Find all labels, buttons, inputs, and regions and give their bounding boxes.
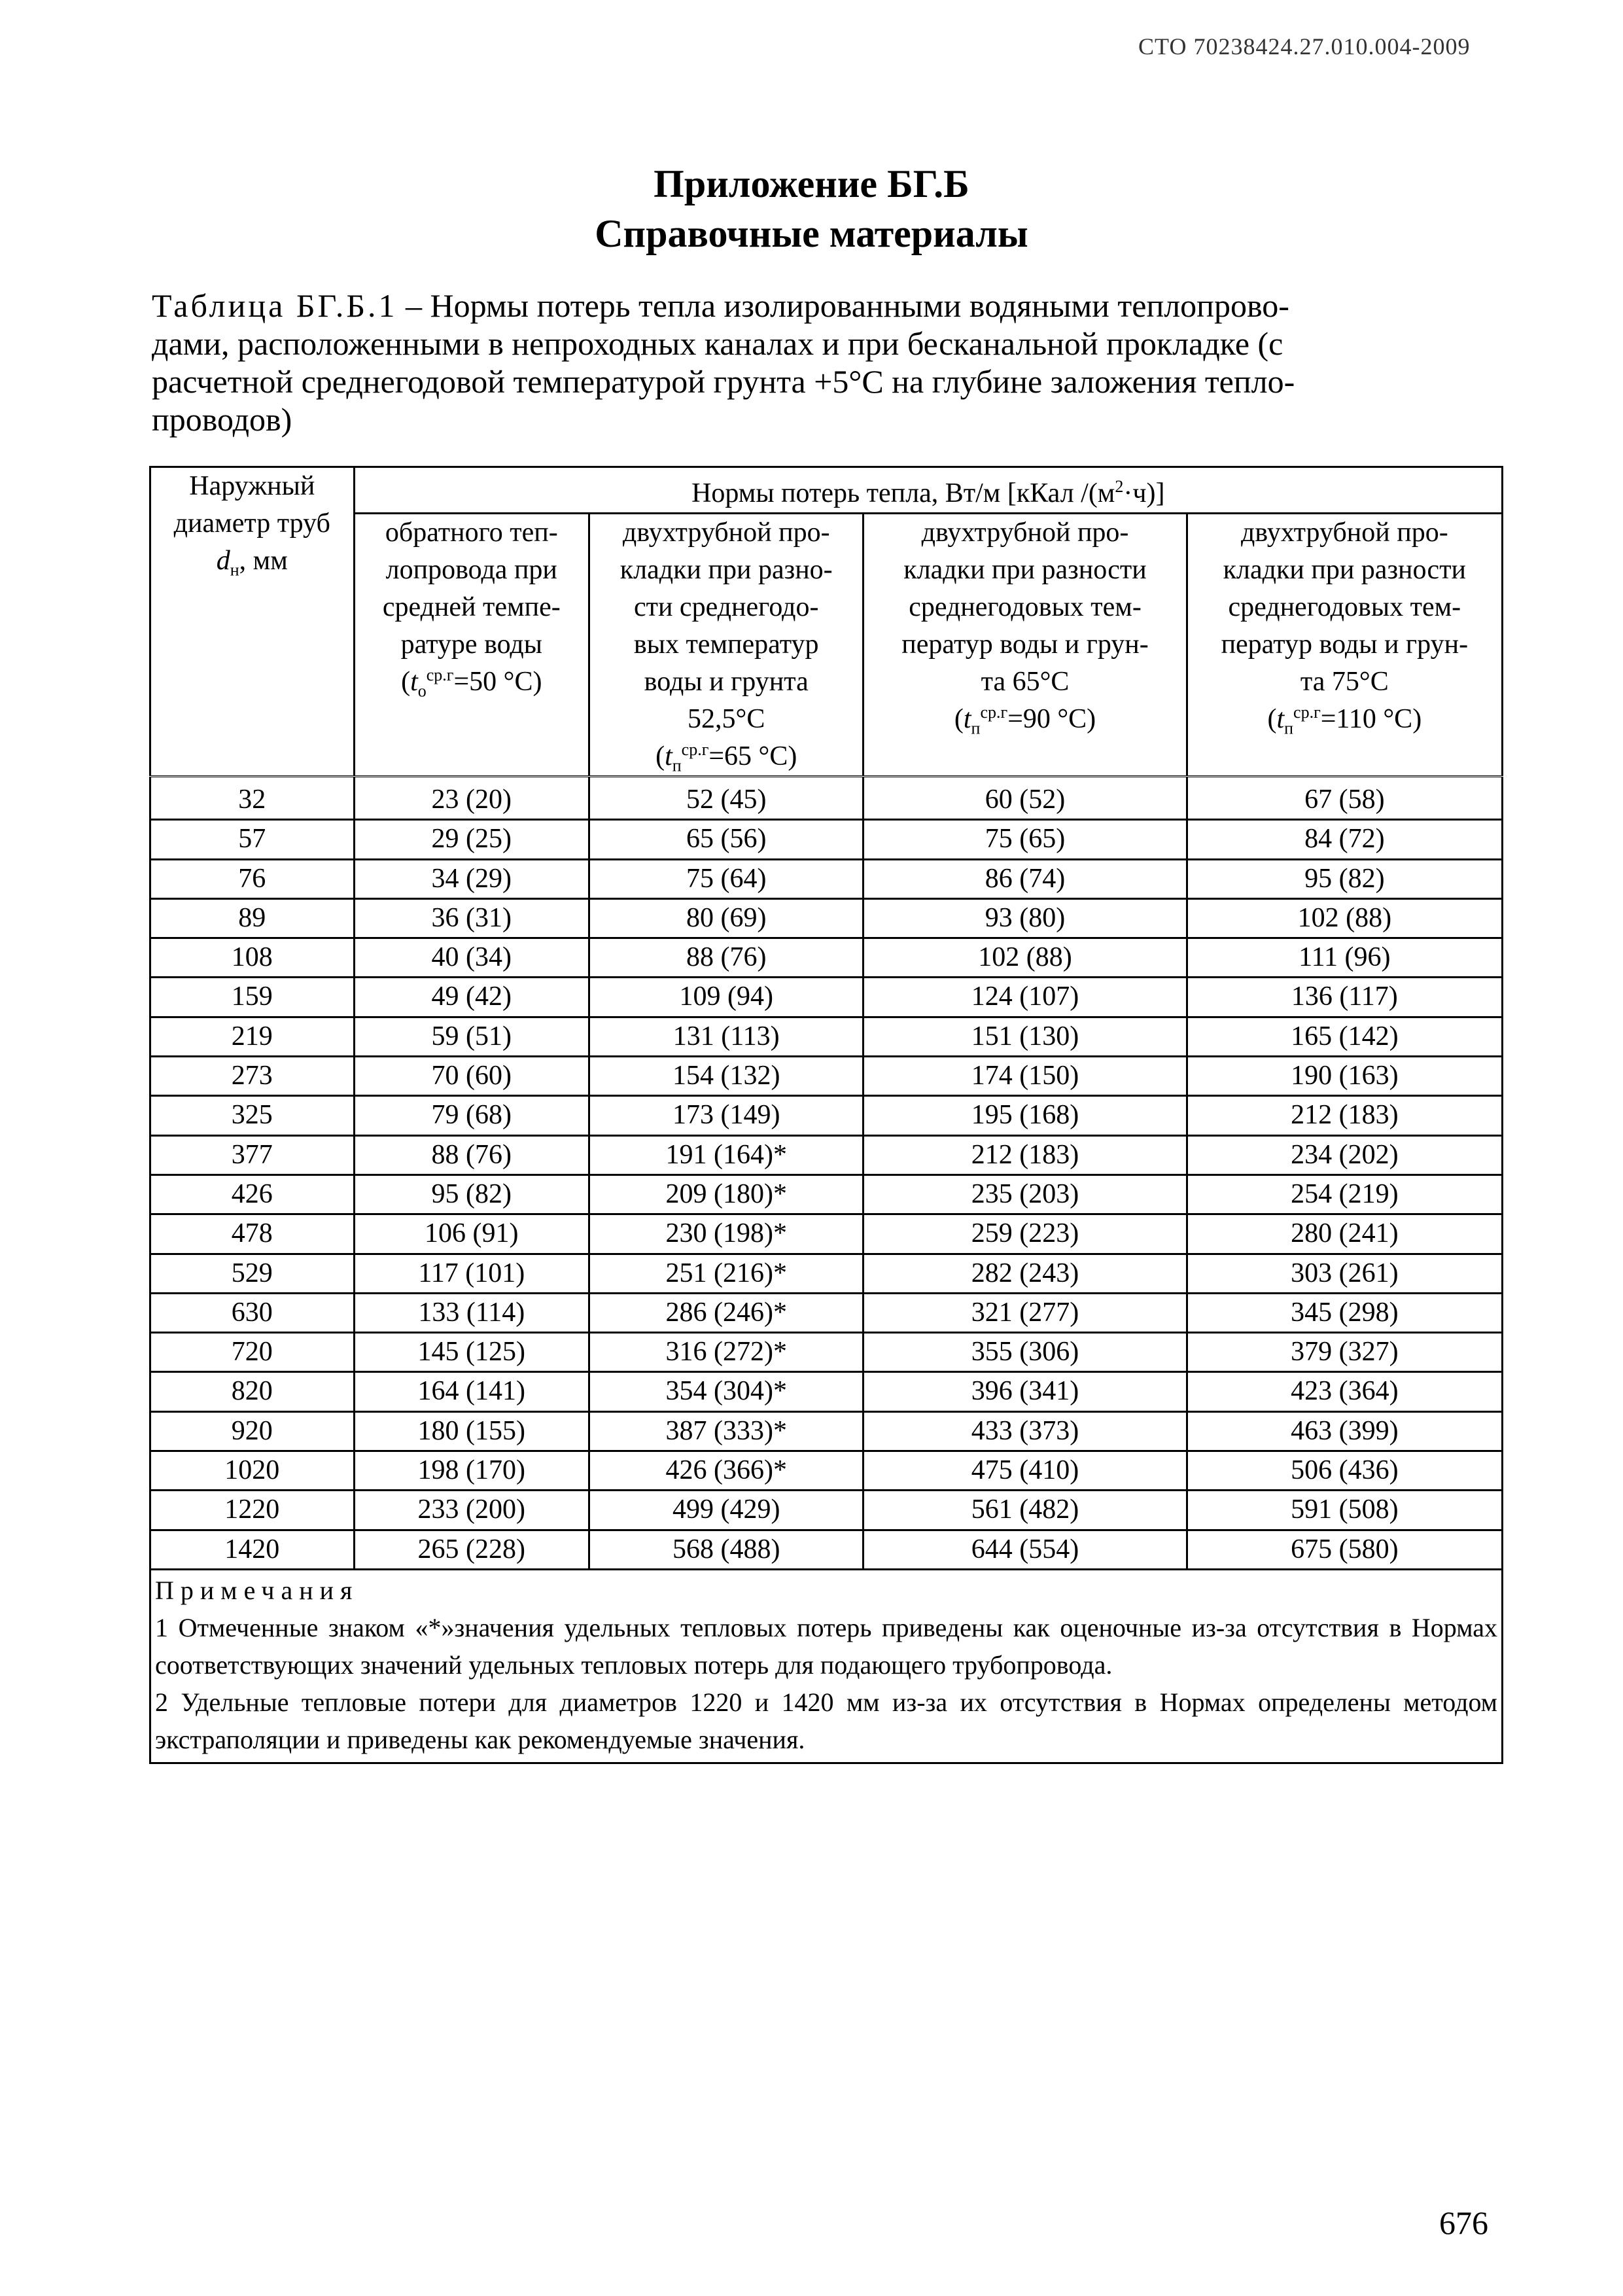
table-caption xyxy=(152,287,1506,438)
cell-value: 254 (219) xyxy=(1187,1174,1502,1214)
table-row xyxy=(150,1254,1503,1293)
header-col-temp xyxy=(1192,701,1497,738)
cell-value: 234 (202) xyxy=(1187,1135,1502,1174)
header-diameter-line-1: Наружный xyxy=(189,471,315,501)
cell-value: 95 (82) xyxy=(1187,859,1502,898)
cell-value: 165 (142) xyxy=(1187,1017,1502,1056)
header-col-two-pipe-52 xyxy=(589,514,864,777)
cell-value: 145 (125) xyxy=(354,1333,589,1372)
cell-diameter: 108 xyxy=(150,938,355,978)
header-col-line: ператур воды и грун- xyxy=(901,629,1149,660)
sym-open: ( xyxy=(655,741,665,771)
cell-value: 591 (508) xyxy=(1187,1491,1502,1530)
symbol-d-sub: н xyxy=(230,560,239,580)
group-header-suffix: ·ч)] xyxy=(1123,478,1165,508)
cell-value: 180 (155) xyxy=(354,1411,589,1451)
sym-sup: ср.г xyxy=(980,703,1008,722)
table-row xyxy=(150,1057,1503,1096)
cell-value: 265 (228) xyxy=(354,1530,589,1569)
cell-value: 345 (298) xyxy=(1187,1293,1502,1332)
caption-line-3: расчетной среднегодовой температурой грунта +5°С на глубине заложения тепло- xyxy=(152,363,1295,400)
cell-value: 60 (52) xyxy=(864,777,1187,820)
cell-value: 65 (56) xyxy=(589,820,864,859)
cell-value: 88 (76) xyxy=(354,1135,589,1174)
cell-value: 102 (88) xyxy=(864,938,1187,978)
cell-diameter: 1020 xyxy=(150,1451,355,1491)
cell-value: 426 (366)* xyxy=(589,1451,864,1491)
cell-value: 59 (51) xyxy=(354,1017,589,1056)
cell-value: 173 (149) xyxy=(589,1096,864,1135)
group-header-sup: 2 xyxy=(1115,477,1124,496)
caption-line-2: дами, расположенными в непроходных каналах и при бесканальной прокладке (с xyxy=(152,325,1283,362)
header-col-line: среднегодовых тем- xyxy=(909,592,1142,622)
cell-value: 423 (364) xyxy=(1187,1372,1502,1411)
cell-value: 52 (45) xyxy=(589,777,864,820)
cell-value: 675 (580) xyxy=(1187,1530,1502,1569)
document-code: СТО 70238424.27.010.004-2009 xyxy=(1138,33,1471,60)
note-2: 2 Удельные тепловые потери для диаметров 1220 и 1420 мм из-за их отсутствия в Нормах определены методом экстраполяции и приведены как рекомендуемые значения. xyxy=(155,1687,1497,1754)
header-col-two-pipe-65 xyxy=(864,514,1187,777)
header-group-norms xyxy=(354,467,1502,514)
table-body xyxy=(150,777,1503,1570)
cell-value: 190 (163) xyxy=(1187,1057,1502,1096)
cell-diameter: 32 xyxy=(150,777,355,820)
cell-value: 86 (74) xyxy=(864,859,1187,898)
cell-value: 354 (304)* xyxy=(589,1372,864,1411)
cell-diameter: 529 xyxy=(150,1254,355,1293)
table-row xyxy=(150,938,1503,978)
cell-value: 463 (399) xyxy=(1187,1411,1502,1451)
sym-open: ( xyxy=(1267,704,1277,734)
table-row xyxy=(150,1451,1503,1491)
cell-value: 195 (168) xyxy=(864,1096,1187,1135)
header-col-line: ператур воды и грун- xyxy=(1221,629,1469,660)
cell-value: 355 (306) xyxy=(864,1333,1187,1372)
cell-value: 212 (183) xyxy=(864,1135,1187,1174)
cell-value: 286 (246)* xyxy=(589,1293,864,1332)
table-row xyxy=(150,1135,1503,1174)
appendix-line-2: Справочные материалы xyxy=(595,212,1028,255)
cell-value: 75 (65) xyxy=(864,820,1187,859)
sym-sup: ср.г xyxy=(681,740,709,759)
cell-value: 387 (333)* xyxy=(589,1411,864,1451)
cell-diameter: 1420 xyxy=(150,1530,355,1569)
cell-value: 212 (183) xyxy=(1187,1096,1502,1135)
table-row xyxy=(150,1017,1503,1056)
header-col-line: двухтрубной про- xyxy=(1240,518,1448,548)
sym-sub: п xyxy=(971,718,981,738)
cell-value: 109 (94) xyxy=(589,978,864,1017)
cell-value: 40 (34) xyxy=(354,938,589,978)
header-col-line: кладки при разности xyxy=(1223,555,1467,585)
header-col-line: двухтрубной про- xyxy=(622,518,830,548)
cell-value: 235 (203) xyxy=(864,1174,1187,1214)
cell-value: 136 (117) xyxy=(1187,978,1502,1017)
cell-value: 133 (114) xyxy=(354,1293,589,1332)
page-number: 676 xyxy=(1439,2204,1488,2241)
sym-sub: о xyxy=(417,681,427,701)
header-col-line: вых температур xyxy=(633,629,819,660)
symbol-d: d xyxy=(216,546,230,576)
cell-value: 644 (554) xyxy=(864,1530,1187,1569)
cell-value: 433 (373) xyxy=(864,1411,1187,1451)
sym-sub: п xyxy=(1284,718,1294,738)
cell-diameter: 820 xyxy=(150,1372,355,1411)
cell-value: 70 (60) xyxy=(354,1057,589,1096)
cell-value: 282 (243) xyxy=(864,1254,1187,1293)
cell-value: 198 (170) xyxy=(354,1451,589,1491)
cell-diameter: 159 xyxy=(150,978,355,1017)
heat-loss-table xyxy=(149,466,1503,1764)
cell-value: 79 (68) xyxy=(354,1096,589,1135)
header-col-line: средней темпе- xyxy=(382,592,561,622)
cell-value: 117 (101) xyxy=(354,1254,589,1293)
cell-value: 321 (277) xyxy=(864,1293,1187,1332)
header-diameter xyxy=(150,467,355,777)
cell-value: 233 (200) xyxy=(354,1491,589,1530)
header-col-line: двухтрубной про- xyxy=(921,518,1129,548)
header-diameter-symbol xyxy=(155,542,349,580)
cell-value: 23 (20) xyxy=(354,777,589,820)
table-row xyxy=(150,1174,1503,1214)
appendix-line-1: Приложение БГ.Б xyxy=(654,162,969,205)
cell-diameter: 920 xyxy=(150,1411,355,1451)
sym-sup: ср.г xyxy=(426,665,454,684)
caption-line-4: проводов) xyxy=(152,401,292,438)
cell-value: 75 (64) xyxy=(589,859,864,898)
cell-value: 95 (82) xyxy=(354,1174,589,1214)
cell-value: 568 (488) xyxy=(589,1530,864,1569)
header-col-line: среднегодовых тем- xyxy=(1228,592,1461,622)
cell-value: 506 (436) xyxy=(1187,1451,1502,1491)
header-col-temp xyxy=(868,701,1181,738)
cell-diameter: 57 xyxy=(150,820,355,859)
cell-value: 34 (29) xyxy=(354,859,589,898)
cell-value: 396 (341) xyxy=(864,1372,1187,1411)
header-col-line: лопровода при xyxy=(385,555,557,585)
sym-base: t xyxy=(410,667,418,697)
cell-diameter: 89 xyxy=(150,898,355,938)
sym-base: t xyxy=(665,741,672,771)
sym-sub: п xyxy=(672,756,682,775)
table-row xyxy=(150,1372,1503,1411)
cell-value: 303 (261) xyxy=(1187,1254,1502,1293)
cell-value: 124 (107) xyxy=(864,978,1187,1017)
cell-value: 29 (25) xyxy=(354,820,589,859)
cell-value: 131 (113) xyxy=(589,1017,864,1056)
cell-diameter: 630 xyxy=(150,1293,355,1332)
sym-value: =90 °С) xyxy=(1007,704,1096,734)
cell-diameter: 478 xyxy=(150,1214,355,1254)
header-col-temp xyxy=(594,738,858,775)
cell-diameter: 720 xyxy=(150,1333,355,1372)
sym-value: =50 °С) xyxy=(453,667,542,697)
cell-value: 102 (88) xyxy=(1187,898,1502,938)
header-col-temp xyxy=(359,663,584,701)
cell-value: 499 (429) xyxy=(589,1491,864,1530)
cell-value: 230 (198)* xyxy=(589,1214,864,1254)
cell-value: 164 (141) xyxy=(354,1372,589,1411)
cell-value: 379 (327) xyxy=(1187,1333,1502,1372)
header-col-line: воды и грунта xyxy=(644,667,809,697)
cell-value: 93 (80) xyxy=(864,898,1187,938)
header-col-line: 52,5°С xyxy=(688,704,765,734)
cell-value: 174 (150) xyxy=(864,1057,1187,1096)
cell-value: 151 (130) xyxy=(864,1017,1187,1056)
sym-value: =110 °С) xyxy=(1320,704,1422,734)
table-row xyxy=(150,820,1503,859)
header-col-line: кладки при разности xyxy=(903,555,1147,585)
cell-value: 154 (132) xyxy=(589,1057,864,1096)
table-row xyxy=(150,1530,1503,1569)
header-col-return xyxy=(354,514,589,777)
sym-sup: ср.г xyxy=(1293,703,1321,722)
cell-diameter: 1220 xyxy=(150,1491,355,1530)
header-col-line: ратуре воды xyxy=(400,629,542,660)
sym-base: t xyxy=(1276,704,1285,734)
notes-title: Примечания xyxy=(155,1575,359,1605)
cell-value: 111 (96) xyxy=(1187,938,1502,978)
table-row xyxy=(150,1096,1503,1135)
cell-value: 475 (410) xyxy=(864,1451,1187,1491)
header-diameter-line-2: диаметр труб xyxy=(173,508,330,539)
table-row xyxy=(150,978,1503,1017)
cell-diameter: 325 xyxy=(150,1096,355,1135)
header-col-line: обратного теп- xyxy=(385,518,558,548)
cell-value: 80 (69) xyxy=(589,898,864,938)
note-1: 1 Отмеченные знаком «*»значения удельных тепловых потерь приведены как оценочные из-за отсутствия в Нормах соответствующих значений удельных тепловых потерь для подающего трубопровода. xyxy=(155,1612,1497,1680)
header-col-line: сти среднегодо- xyxy=(633,592,819,622)
cell-value: 84 (72) xyxy=(1187,820,1502,859)
cell-value: 67 (58) xyxy=(1187,777,1502,820)
cell-value: 251 (216)* xyxy=(589,1254,864,1293)
table-row xyxy=(150,777,1503,820)
cell-diameter: 377 xyxy=(150,1135,355,1174)
header-col-line: кладки при разно- xyxy=(620,555,833,585)
header-col-line: та 75°С xyxy=(1300,667,1389,697)
header-col-line: та 65°С xyxy=(981,667,1070,697)
table-row xyxy=(150,1214,1503,1254)
sym-open: ( xyxy=(401,667,411,697)
appendix-title xyxy=(0,159,1623,258)
table-row xyxy=(150,1491,1503,1530)
cell-diameter: 426 xyxy=(150,1174,355,1214)
group-header-prefix: Нормы потерь тепла, Вт/м [кКал /(м xyxy=(691,478,1115,508)
table-row xyxy=(150,1333,1503,1372)
sym-base: t xyxy=(963,704,971,734)
caption-dash: – xyxy=(406,287,423,324)
cell-value: 106 (91) xyxy=(354,1214,589,1254)
sym-open: ( xyxy=(954,704,964,734)
cell-value: 280 (241) xyxy=(1187,1214,1502,1254)
table-row xyxy=(150,898,1503,938)
table-row xyxy=(150,859,1503,898)
cell-value: 316 (272)* xyxy=(589,1333,864,1372)
cell-diameter: 76 xyxy=(150,859,355,898)
cell-value: 88 (76) xyxy=(589,938,864,978)
cell-value: 561 (482) xyxy=(864,1491,1187,1530)
sym-value: =65 °С) xyxy=(708,741,797,771)
cell-value: 191 (164)* xyxy=(589,1135,864,1174)
table-row xyxy=(150,1411,1503,1451)
cell-value: 49 (42) xyxy=(354,978,589,1017)
cell-value: 36 (31) xyxy=(354,898,589,938)
table-row xyxy=(150,1293,1503,1332)
cell-value: 209 (180)* xyxy=(589,1174,864,1214)
cell-diameter: 273 xyxy=(150,1057,355,1096)
notes-block xyxy=(150,1569,1503,1763)
header-col-two-pipe-75 xyxy=(1187,514,1502,777)
caption-line-1: Нормы потерь тепла изолированными водяными теплопрово- xyxy=(430,287,1289,324)
table-label: Таблица БГ.Б.1 xyxy=(152,287,398,324)
cell-value: 259 (223) xyxy=(864,1214,1187,1254)
cell-diameter: 219 xyxy=(150,1017,355,1056)
symbol-d-unit: , мм xyxy=(239,546,288,576)
